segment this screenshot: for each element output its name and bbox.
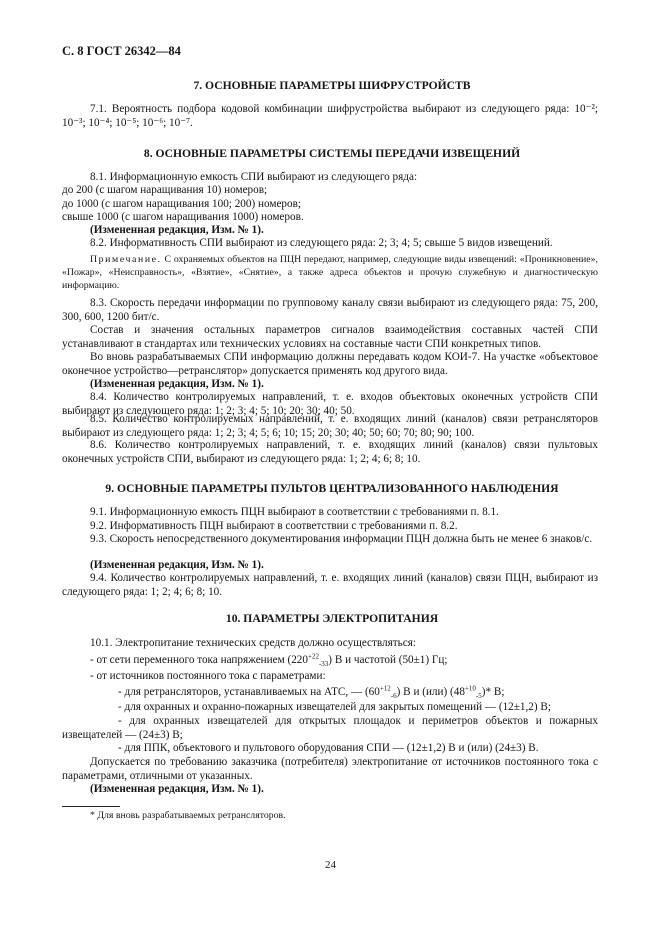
section-8-title: 8. ОСНОВНЫЕ ПАРАМЕТРЫ СИСТЕМЫ ПЕРЕДАЧИ ИЗВЕЩЕНИЙ [143, 147, 521, 160]
dc-supply-line: - от источников постоянного тока с параметрами: [90, 670, 326, 682]
custom-supply-paragraph: Допускается по требованию заказчика (потребителя) электропитание от источников постоянного тока с параметрами, отличными от указанных. [62, 756, 598, 782]
paragraph-9-3: 9.3. Скорость непосредственного документирования информации ПЦН должна быть не менее 6 знаков/с. [90, 533, 593, 545]
amendment-note: (Измененная редакция, Изм. № 1). [90, 783, 264, 795]
footnote-divider [62, 806, 120, 807]
paragraph-8-2: 8.2. Информативность СПИ выбирают из следующего ряда: 2; 3; 4; 5; свыше 5 видов извещений. [90, 237, 553, 249]
paragraph-9-2: 9.2. Информативность ПЦН выбирают в соответствии с требованиями п. 8.2. [90, 520, 458, 532]
paragraph-10-1: 10.1. Электропитание технических средств должно осуществляться: [90, 637, 416, 649]
section-9-title: 9. ОСНОВНЫЕ ПАРАМЕТРЫ ПУЛЬТОВ ЦЕНТРАЛИЗОВАННОГО НАБЛЮДЕНИЯ [105, 482, 559, 495]
section-7-title: 7. ОСНОВНЫЕ ПАРАМЕТРЫ ШИФРУСТРОЙСТВ [193, 79, 471, 92]
paragraph-8-4: 8.4. Количество контролируемых направлений, т. е. входов объектовых оконечных устройств СПИ выбирают из следующего ряда: 1; 2; 3; 4; 5; 10; 20; 30; 40; 50. [62, 391, 598, 417]
amendment-note: (Измененная редакция, Изм. № 1). [90, 224, 264, 236]
relay-supply-line: - для ретрансляторов, устанавливаемых на АТС, — $(60^{+12}_{-6})$ В и (или) $(48^{+10}_{-5})*$ В; [118, 684, 505, 701]
paragraph-8-3-c: Во вновь разрабатываемых СПИ информацию должны передавать кодом КОИ-7. На участке «объектовое оконечное устройство—ретранслятор» допускается применять код другого вида. [62, 351, 598, 377]
paragraph-9-4: 9.4. Количество контролируемых направлений, т. е. входящих линий (каналов) связи ПЦН, выбирают из следующего ряда: 1; 2; 4; 6; 8; 10. [62, 572, 598, 598]
note-text: С охраняемых объектов на ПЦН передают, например, следующие виды извещений: «Проникновение», «Пожар», «Неисправность», «Взятие», «Снятие», а также адреса объектов и прочую служебную и диагностическую информацию. [62, 254, 598, 291]
paragraph-9-1: 9.1. Информационную емкость ПЦН выбирают в соответствии с требованиями п. 8.1. [90, 506, 499, 518]
page-header: С. 8 ГОСТ 26342—84 [62, 44, 181, 58]
paragraph-7-1: 7.1. Вероятность подбора кодовой комбинации шифрустройства выбирают из следующего ряда: 10⁻²; 10⁻³; 10⁻⁴; 10⁻⁵; 10⁻⁶; 10⁻⁷. [62, 103, 598, 129]
indoor-detector-supply-line: - для охранных и охранно-пожарных извещателей для закрытых помещений — (12±1,2) В; [118, 701, 551, 713]
paragraph-8-5: 8.5. Количество контролируемых направлений, т. е. входящих линий (каналов) связи ретрансляторов выбирают из следующего ряда: 1; 2; 3; 4; 5; 6; 10; 15; 20; 30; 40; 50; 60; 70; 80; 90; 100. [62, 413, 598, 439]
list-line-1: до 200 (с шагом наращивания 10) номеров; [62, 184, 268, 196]
ppk-supply-line: - для ППК, объектового и пультового оборудования СПИ — (12±1,2) В и (или) (24±3) В. [118, 742, 539, 754]
paragraph-8-3: 8.3. Скорость передачи информации по групповому каналу связи выбирают из следующего ряда: 75, 200, 300, 600, 1200 бит/с. [62, 297, 598, 323]
section-10-title: 10. ПАРАМЕТРЫ ЭЛЕКТРОПИТАНИЯ [225, 612, 439, 625]
note-paragraph [62, 253, 598, 292]
paragraph-8-6: 8.6. Количество контролируемых направлений, т. е. входящих линий (каналов) связи пультовых оконечных устройств СПИ, выбирают из следующего ряда: 1; 2; 4; 6; 8; 10. [62, 439, 598, 465]
outdoor-detector-supply-line: - для охранных извещателей для открытых площадок и периметров объектов и пожарных извещателей — (24±3) В; [62, 715, 598, 741]
paragraph-8-3-b: Состав и значения остальных параметров сигналов взаимодействия составных частей СПИ устанавливают в стандартах или технических условиях на составные части СПИ конкретных типов. [62, 324, 598, 350]
note-label: Примечание. [90, 254, 162, 265]
list-line-2: до 1000 (с шагом наращивания 100; 200) номеров; [62, 198, 302, 210]
amendment-note: (Измененная редакция, Изм. № 1). [90, 559, 264, 571]
ac-supply-line: - от сети переменного тока напряжением $(220^{+22}_{-33})$ В и частотой (50±1) Гц; [90, 652, 448, 669]
footnote: * Для вновь разрабатываемых ретрансляторов. [90, 810, 286, 821]
paragraph-8-1: 8.1. Информационную емкость СПИ выбирают из следующего ряда: [90, 171, 418, 183]
page-number: 24 [325, 859, 336, 871]
list-line-3: свыше 1000 (с шагом наращивания 1000) номеров. [62, 211, 304, 223]
amendment-note: (Измененная редакция, Изм. № 1). [90, 378, 264, 390]
